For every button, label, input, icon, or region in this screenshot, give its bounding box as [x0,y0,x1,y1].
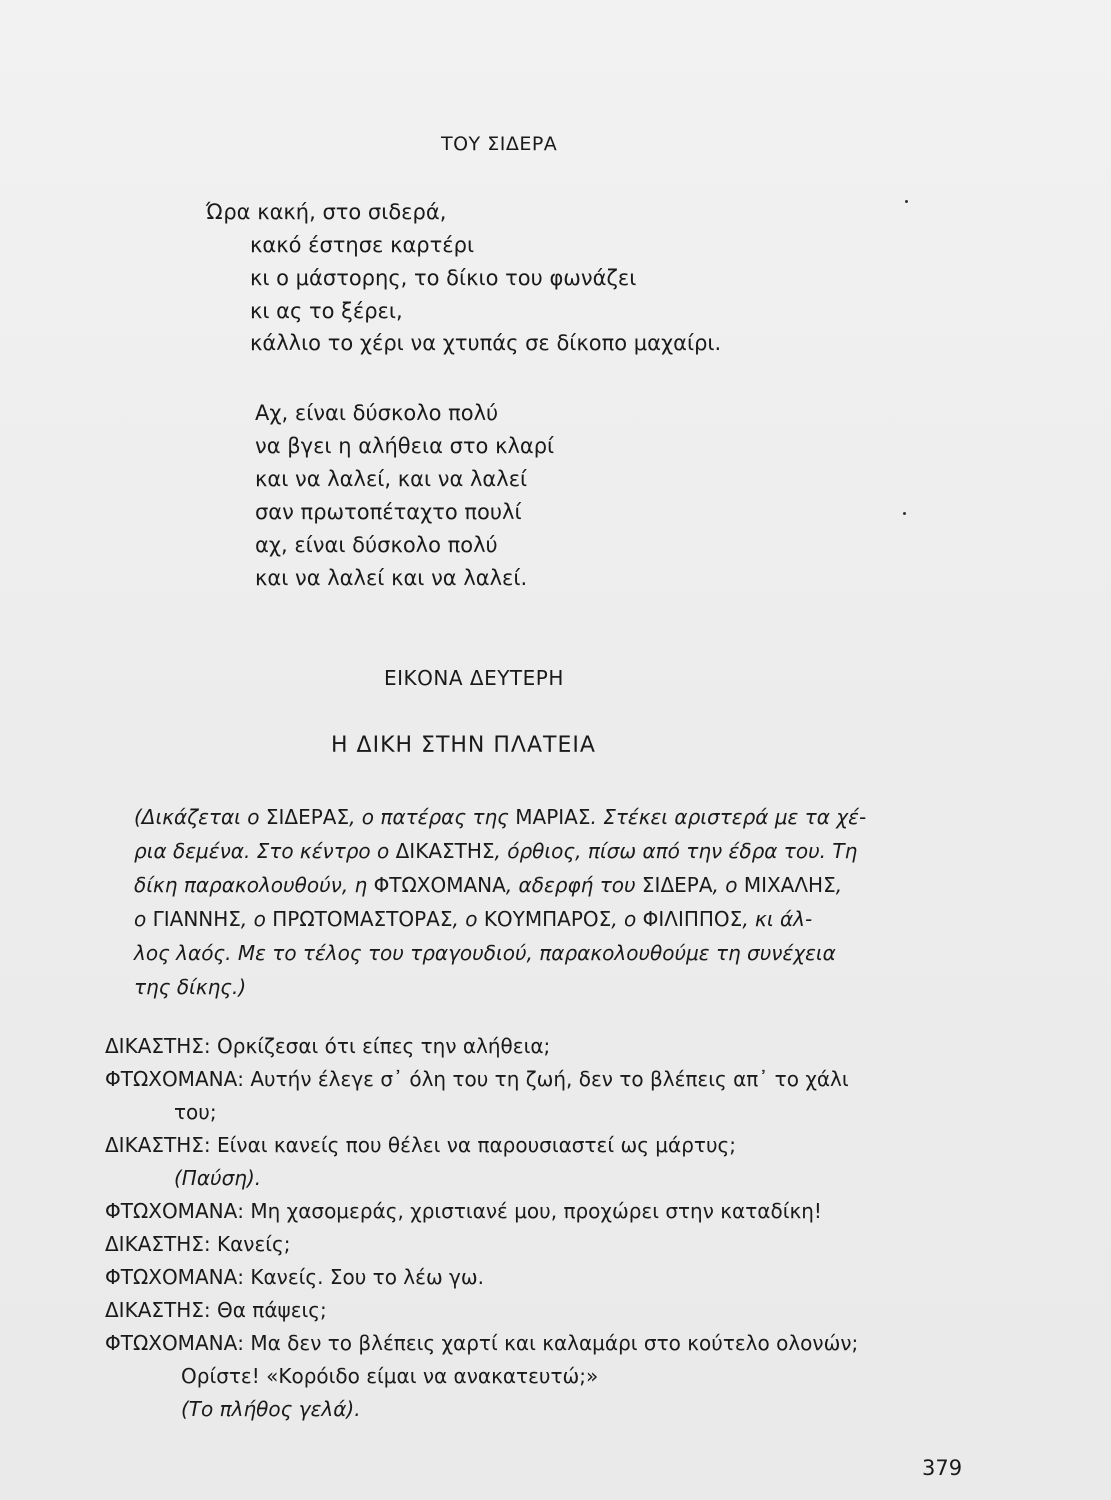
stage-line: ο ΓΙΑΝΝΗΣ, ο ΠΡΩΤΟΜΑΣΤΟΡΑΣ, ο ΚΟΥΜΠΑΡΟΣ, ο ΦΙΛΙΠΠΟΣ, κι άλ- [134,907,813,931]
speck [905,200,908,203]
scene-title: Η ΔΙΚΗ ΣΤΗΝ ΠΛΑΤΕΙΑ [331,733,596,758]
verse-line: κακό έστησε καρτέρι [250,233,475,257]
speck [903,512,906,515]
stage-line: της δίκης.) [134,975,247,999]
song-title: ΤΟΥ ΣΙΔΕΡΑ [441,133,558,155]
stage-line: (Δικάζεται ο ΣΙΔΕΡΑΣ, ο πατέρας της ΜΑΡΙΑΣ. Στέκει αριστερά με τα χέ- [134,805,867,829]
dialogue-line: ΔΙΚΑΣΤΗΣ: Είναι κανείς που θέλει να παρουσιαστεί ως μάρτυς; [105,1133,736,1157]
dialogue-line: ΦΤΩΧΟΜΑΝΑ: Μα δεν το βλέπεις χαρτί και καλαμάρι στο κούτελο ολονών; [105,1331,859,1355]
dialogue-line: του; [174,1100,217,1124]
dialogue-line: (Παύση). [174,1166,262,1190]
dialogue-line: ΦΤΩΧΟΜΑΝΑ: Κανείς. Σου το λέω γω. [105,1265,484,1289]
dialogue-line: ΔΙΚΑΣΤΗΣ: Ορκίζεσαι ότι είπες την αλήθεια; [105,1034,551,1058]
verse-line: να βγει η αλήθεια στο κλαρί [255,434,555,458]
dialogue-line: (Το πλήθος γελά). [181,1397,361,1421]
dialogue-line: ΦΤΩΧΟΜΑΝΑ: Αυτήν έλεγε σ᾽ όλη του τη ζωή, δεν το βλέπεις απ᾽ το χάλι [105,1067,849,1091]
verse-line: κι ας το ξέρει, [250,299,403,323]
dialogue-line: ΦΤΩΧΟΜΑΝΑ: Μη χασομεράς, χριστιανέ μου, προχώρει στην καταδίκη! [105,1199,822,1223]
dialogue-line: ΔΙΚΑΣΤΗΣ: Κανείς; [105,1232,291,1256]
verse-line: Ώρα κακή, στο σιδερά, [206,200,447,224]
stage-line: λος λαός. Με το τέλος του τραγουδιού, παρακολουθούμε τη συνέχεια [134,941,836,965]
verse-line: αχ, είναι δύσκολο πολύ [255,533,498,557]
stage-line: δίκη παρακολουθούν, η ΦΤΩΧΟΜΑΝΑ, αδερφή του ΣΙΔΕΡΑ, ο ΜΙΧΑΛΗΣ, [134,873,843,897]
verse-line: κι ο μάστορης, το δίκιο του φωνάζει [250,266,637,290]
verse-line: και να λαλεί και να λαλεί. [255,566,528,590]
verse-line: και να λαλεί, και να λαλεί [255,467,528,491]
scene-label: ΕΙΚΟΝΑ ΔΕΥΤΕΡΗ [384,666,564,690]
dialogue-line: ΔΙΚΑΣΤΗΣ: Θα πάψεις; [105,1298,327,1322]
dialogue-line: Ορίστε! «Κορόιδο είμαι να ανακατευτώ;» [181,1364,599,1388]
stage-line: ρια δεμένα. Στο κέντρο ο ΔΙΚΑΣΤΗΣ, όρθιος, πίσω από την έδρα του. Τη [134,839,858,863]
page-number: 379 [922,1456,963,1480]
verse-line: σαν πρωτοπέταχτο πουλί [255,500,522,524]
verse-line: Αχ, είναι δύσκολο πολύ [255,401,499,425]
verse-line: κάλλιο το χέρι να χτυπάς σε δίκοπο μαχαίρι. [250,331,722,355]
